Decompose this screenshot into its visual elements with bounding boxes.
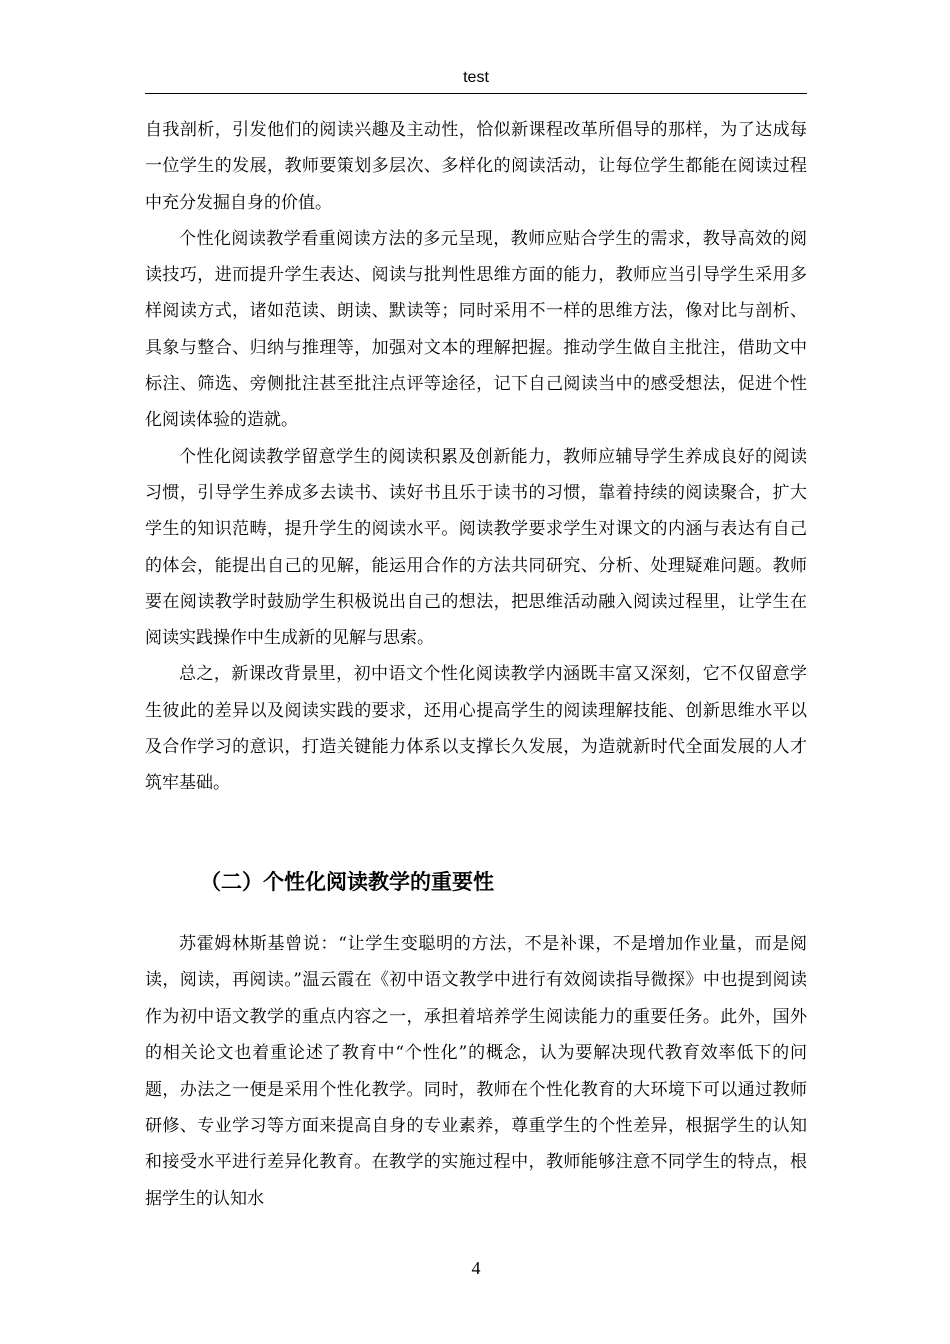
section-heading: （二）个性化阅读教学的重要性 xyxy=(200,870,494,894)
body-text-block xyxy=(145,112,807,802)
paragraph: 总之，新课改背景里，初中语文个性化阅读教学内涵既丰富又深刻，它不仅留意学生彼此的差异以及阅读实践的要求，还用心提高学生的阅读理解技能、创新思维水平以及合作学习的意识，打造关键能力体系以支撑长久发展，为造就新时代全面发展的人才筑牢基础。 xyxy=(145,664,807,794)
paragraph: 个性化阅读教学留意学生的阅读积累及创新能力，教师应辅导学生养成良好的阅读习惯，引导学生养成多去读书、读好书且乐于读书的习惯，靠着持续的阅读聚合，扩大学生的知识范畴，提升学生的阅读水平。阅读教学要求学生对课文的内涵与表达有自己的体会，能提出自己的见解，能运用合作的方法共同研究、分析、处理疑难问题。教师要在阅读教学时鼓励学生积极说出自己的想法，把思维活动融入阅读过程里，让学生在阅读实践操作中生成新的见解与思索。 xyxy=(145,446,807,649)
header-divider xyxy=(145,93,807,94)
paragraph: 个性化阅读教学看重阅读方法的多元呈现，教师应贴合学生的需求，教导高效的阅读技巧，进而提升学生表达、阅读与批判性思维方面的能力，教师应当引导学生采用多样阅读方式，诸如范读、朗读、默读等；同时采用不一样的思维方法，像对比与剖析、具象与整合、归纳与推理等，加强对文本的理解把握。推动学生做自主批注，借助文中标注、筛选、旁侧批注甚至批注点评等途径，记下自己阅读当中的感受想法，促进个性化阅读体验的造就。 xyxy=(145,228,807,431)
running-header: test xyxy=(463,69,489,86)
section-body-text xyxy=(145,926,807,1217)
paragraph: 苏霍姆林斯基曾说：“让学生变聪明的方法，不是补课，不是增加作业量，而是阅读，阅读，再阅读。”温云霞在《初中语文教学中进行有效阅读指导微探》中也提到阅读作为初中语文教学的重点内容之一，承担着培养学生阅读能力的重要任务。此外，国外的相关论文也着重论述了教育中“个性化”的概念，认为要解决现代教育效率低下的问题，办法之一便是采用个性化教学。同时，教师在个性化教育的大环境下可以通过教师研修、专业学习等方面来提高自身的专业素养，尊重学生的个性差异，根据学生的认知和接受水平进行差异化教育。在教学的实施过程中，教师能够注意不同学生的特点，根据学生的认知水 xyxy=(145,934,807,1209)
paragraph-continuation: 自我剖析，引发他们的阅读兴趣及主动性，恰似新课程改革所倡导的那样，为了达成每一位学生的发展，教师要策划多层次、多样化的阅读活动，让每位学生都能在阅读过程中充分发掘自身的价值。 xyxy=(145,120,807,213)
page-number: 4 xyxy=(471,1258,481,1278)
